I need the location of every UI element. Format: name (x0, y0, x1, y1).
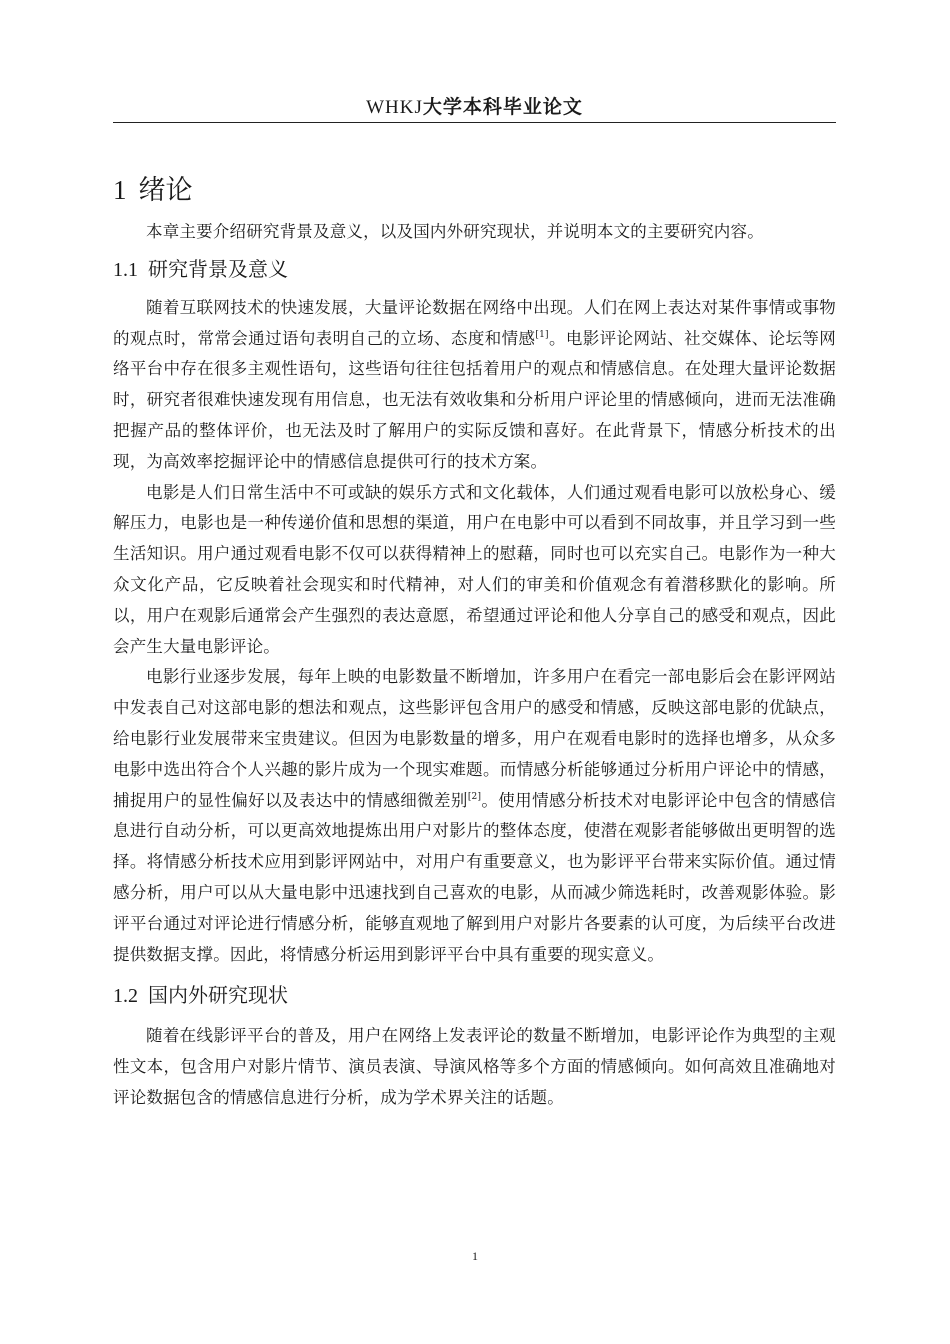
chapter-title: 绪论 (138, 175, 193, 206)
page-content (113, 170, 836, 1114)
section-number: 1.1 (113, 258, 138, 281)
paragraph-text: 电影行业逐步发展，每年上映的电影数量不断增加，许多用户在看完一部电影后会在影评网站中发表自己对这部电影的想法和观点，这些影评包含用户的感受和情感，反映这部电影的优缺点，给电影行业发展带来宝贵建议。但因为电影数量的增多，用户在观看电影时的选择也增多，从众多电影中选出符合个人兴趣的影片成为一个现实难题。而情感分析能够通过分析用户评论中的情感，捕捉用户的显性偏好以及表达中的情感细微差别 (113, 667, 836, 810)
page-number: 1 (472, 1249, 478, 1263)
chapter-heading (113, 170, 836, 211)
paragraph (113, 662, 836, 970)
chapter-intro: 本章主要介绍研究背景及意义，以及国内外研究现状，并说明本文的主要研究内容。 (146, 222, 764, 241)
header-title: 大学本科毕业论文 (422, 96, 583, 118)
header-rule (113, 122, 836, 123)
section-heading-1-1 (113, 254, 836, 285)
paragraph (113, 293, 836, 478)
section-number: 1.2 (113, 985, 138, 1008)
paragraph-text: 随着互联网技术的快速发展，大量评论数据在网络中出现。人们在网上表达对某件事情或事物的观点时，常常会通过语句表明自己的立场、态度和情感 (113, 297, 836, 348)
citation[interactable]: [2] (467, 791, 482, 802)
section-title: 研究背景及意义 (148, 256, 288, 281)
section-title: 国内外研究现状 (148, 983, 288, 1008)
paragraph: 随着在线影评平台的普及，用户在网络上发表评论的数量不断增加，电影评论作为典型的主观性文本，包含用户对影片情节、演员表演、导演风格等多个方面的情感倾向。如何高效且准确地对评论数据包含的情感信息进行分析，成为学术界关注的话题。 (113, 1026, 836, 1107)
paragraph-text: 。电影评论网站、社交媒体、论坛等网络平台中存在很多主观性语句，这些语句往往包括着用户的观点和情感信息。在处理大量评论数据时，研究者很难快速发现有用信息，也无法有效收集和分析用户评论里的情感倾向，进而无法准确把握产品的整体评价，也无法及时了解用户的实际反馈和喜好。在此背景下，情感分析技术的出现，为高效率挖掘评论中的情感信息提供可行的技术方案。 (113, 328, 836, 471)
paragraph-text: 。使用情感分析技术对电影评论中包含的情感信息进行自动分析，可以更高效地提炼出用户对影片的整体态度，使潜在观影者能够做出更明智的选择。将情感分析技术应用到影评网站中，对用户有重要意义，也为影评平台带来实际价值。通过情感分析，用户可以从大量电影中迅速找到自己喜欢的电影，从而减少筛选耗时，改善观影体验。影评平台通过对评论进行情感分析，能够直观地了解到用户对影片各要素的认可度，为后续平台改进提供数据支撑。因此，将情感分析运用到影评平台中具有重要的现实意义。 (113, 790, 837, 964)
paragraph: 电影是人们日常生活中不可或缺的娱乐方式和文化载体，人们通过观看电影可以放松身心、缓解压力，电影也是一种传递价值和思想的渠道，用户在电影中可以看到不同故事，并且学习到一些生活知识。用户通过观看电影不仅可以获得精神上的慰藉，同时也可以充实自己。电影作为一种大众文化产品，它反映着社会现实和时代精神，对人们的审美和价值观念有着潜移默化的影响。所以，用户在观影后通常会产生强烈的表达意愿，希望通过评论和他人分享自己的感受和观点，因此会产生大量电影评论。 (113, 482, 836, 656)
citation[interactable]: [1] (535, 329, 549, 340)
section-heading-1-2 (113, 980, 836, 1011)
header-latin: WHKJ (366, 97, 423, 118)
chapter-number: 1 (113, 175, 127, 205)
page-header (113, 94, 836, 121)
